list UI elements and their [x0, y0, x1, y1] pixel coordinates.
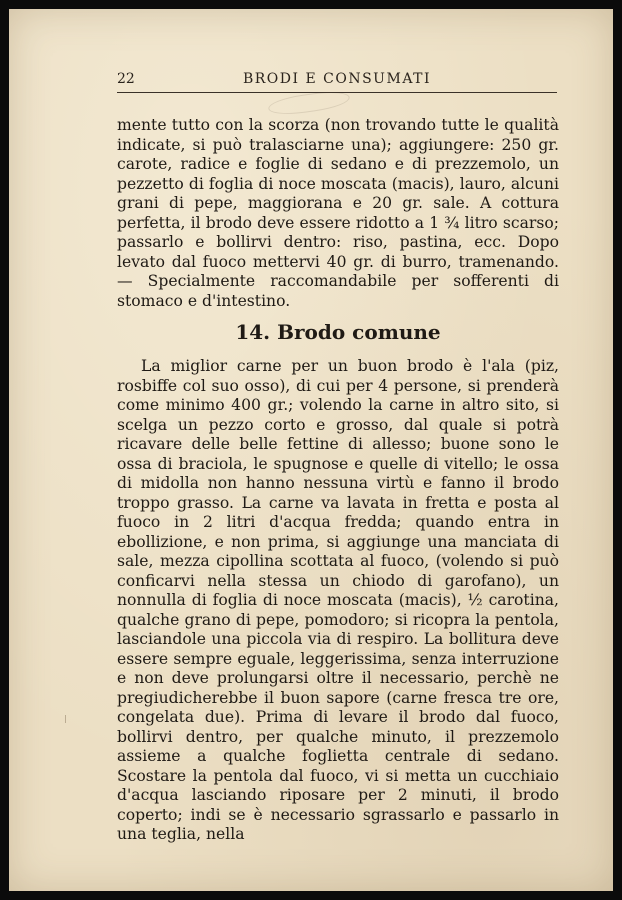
section-paragraph [117, 357, 559, 845]
page-number: 22 [117, 71, 135, 87]
continuation-paragraph [117, 116, 559, 311]
section-text: La miglior carne per un buon brodo è l'ala (piz, rosbiffe col suo osso), di cui per 4 persone, si prenderà come minimo 400 gr.; volendo la carne in altro sito, si scelga un pezzo corto e grosso, dal quale si potrà ricavare delle belle fettine di allesso; buone sono le ossa di braciola, le spugnose e quelle di vitello; le ossa di midolla non hanno nessuna virtù e fanno il brodo troppo grasso. La carne va lavata in fretta e posta al fuoco in 2 litri d'acqua fredda; quando entra in ebollizione, e non prima, si aggiunge una manciata di sale, mezza cipollina scottata al fuoco, (volendo si può conficarvi nella stessa un chiodo di garofano), un nonnulla di foglia di noce moscata (macis), ½ carotina, qualche grano di pepe, pomodoro; si ricopra la pentola, lasciandole una piccola via di respiro. La bollitura deve essere sempre eguale, leggerissima, senza interruzione e non deve prolungarsi oltre il necessario, perchè ne pregiudicherebbe il buon sapore (carne fresca tre ore, congelata due). Prima di levare il brodo dal fuoco, bollirvi dentro, per qualche minuto, il prezzemolo assieme a qualche foglietta centrale di sedano. Scostare la pentola dal fuoco, vi si metta un cucchiaio d'acqua lasciando riposare per 2 minuti, il brodo coperto; indi se è necessario sgrassarlo e passarlo in una teglia, nella [117, 357, 559, 843]
running-title: BRODI E CONSUMATI [242, 71, 432, 87]
page-header [117, 71, 557, 91]
section-heading: 14. Brodo comune [235, 320, 441, 344]
continuation-text: mente tutto con la scorza (non trovando tutte le qualità indicate, si può tralasciarne una); aggiungere: 250 gr. carote, radice e foglie di sedano e di prezzemolo, un pezzetto di foglia di noce moscata (macis), lauro, alcuni grani di pepe, maggiorana e 20 gr. sale. A cottura perfetta, il brodo deve essere ridotto a 1 ¾ litro scarso; passarlo e bollirvi dentro: riso, pastina, ecc. Dopo levato dal fuoco mettervi 40 gr. di burro, tramenando. — Specialmente raccomandabile per sofferenti di stomaco e d'intestino. [117, 116, 559, 310]
margin-mark [65, 715, 66, 723]
